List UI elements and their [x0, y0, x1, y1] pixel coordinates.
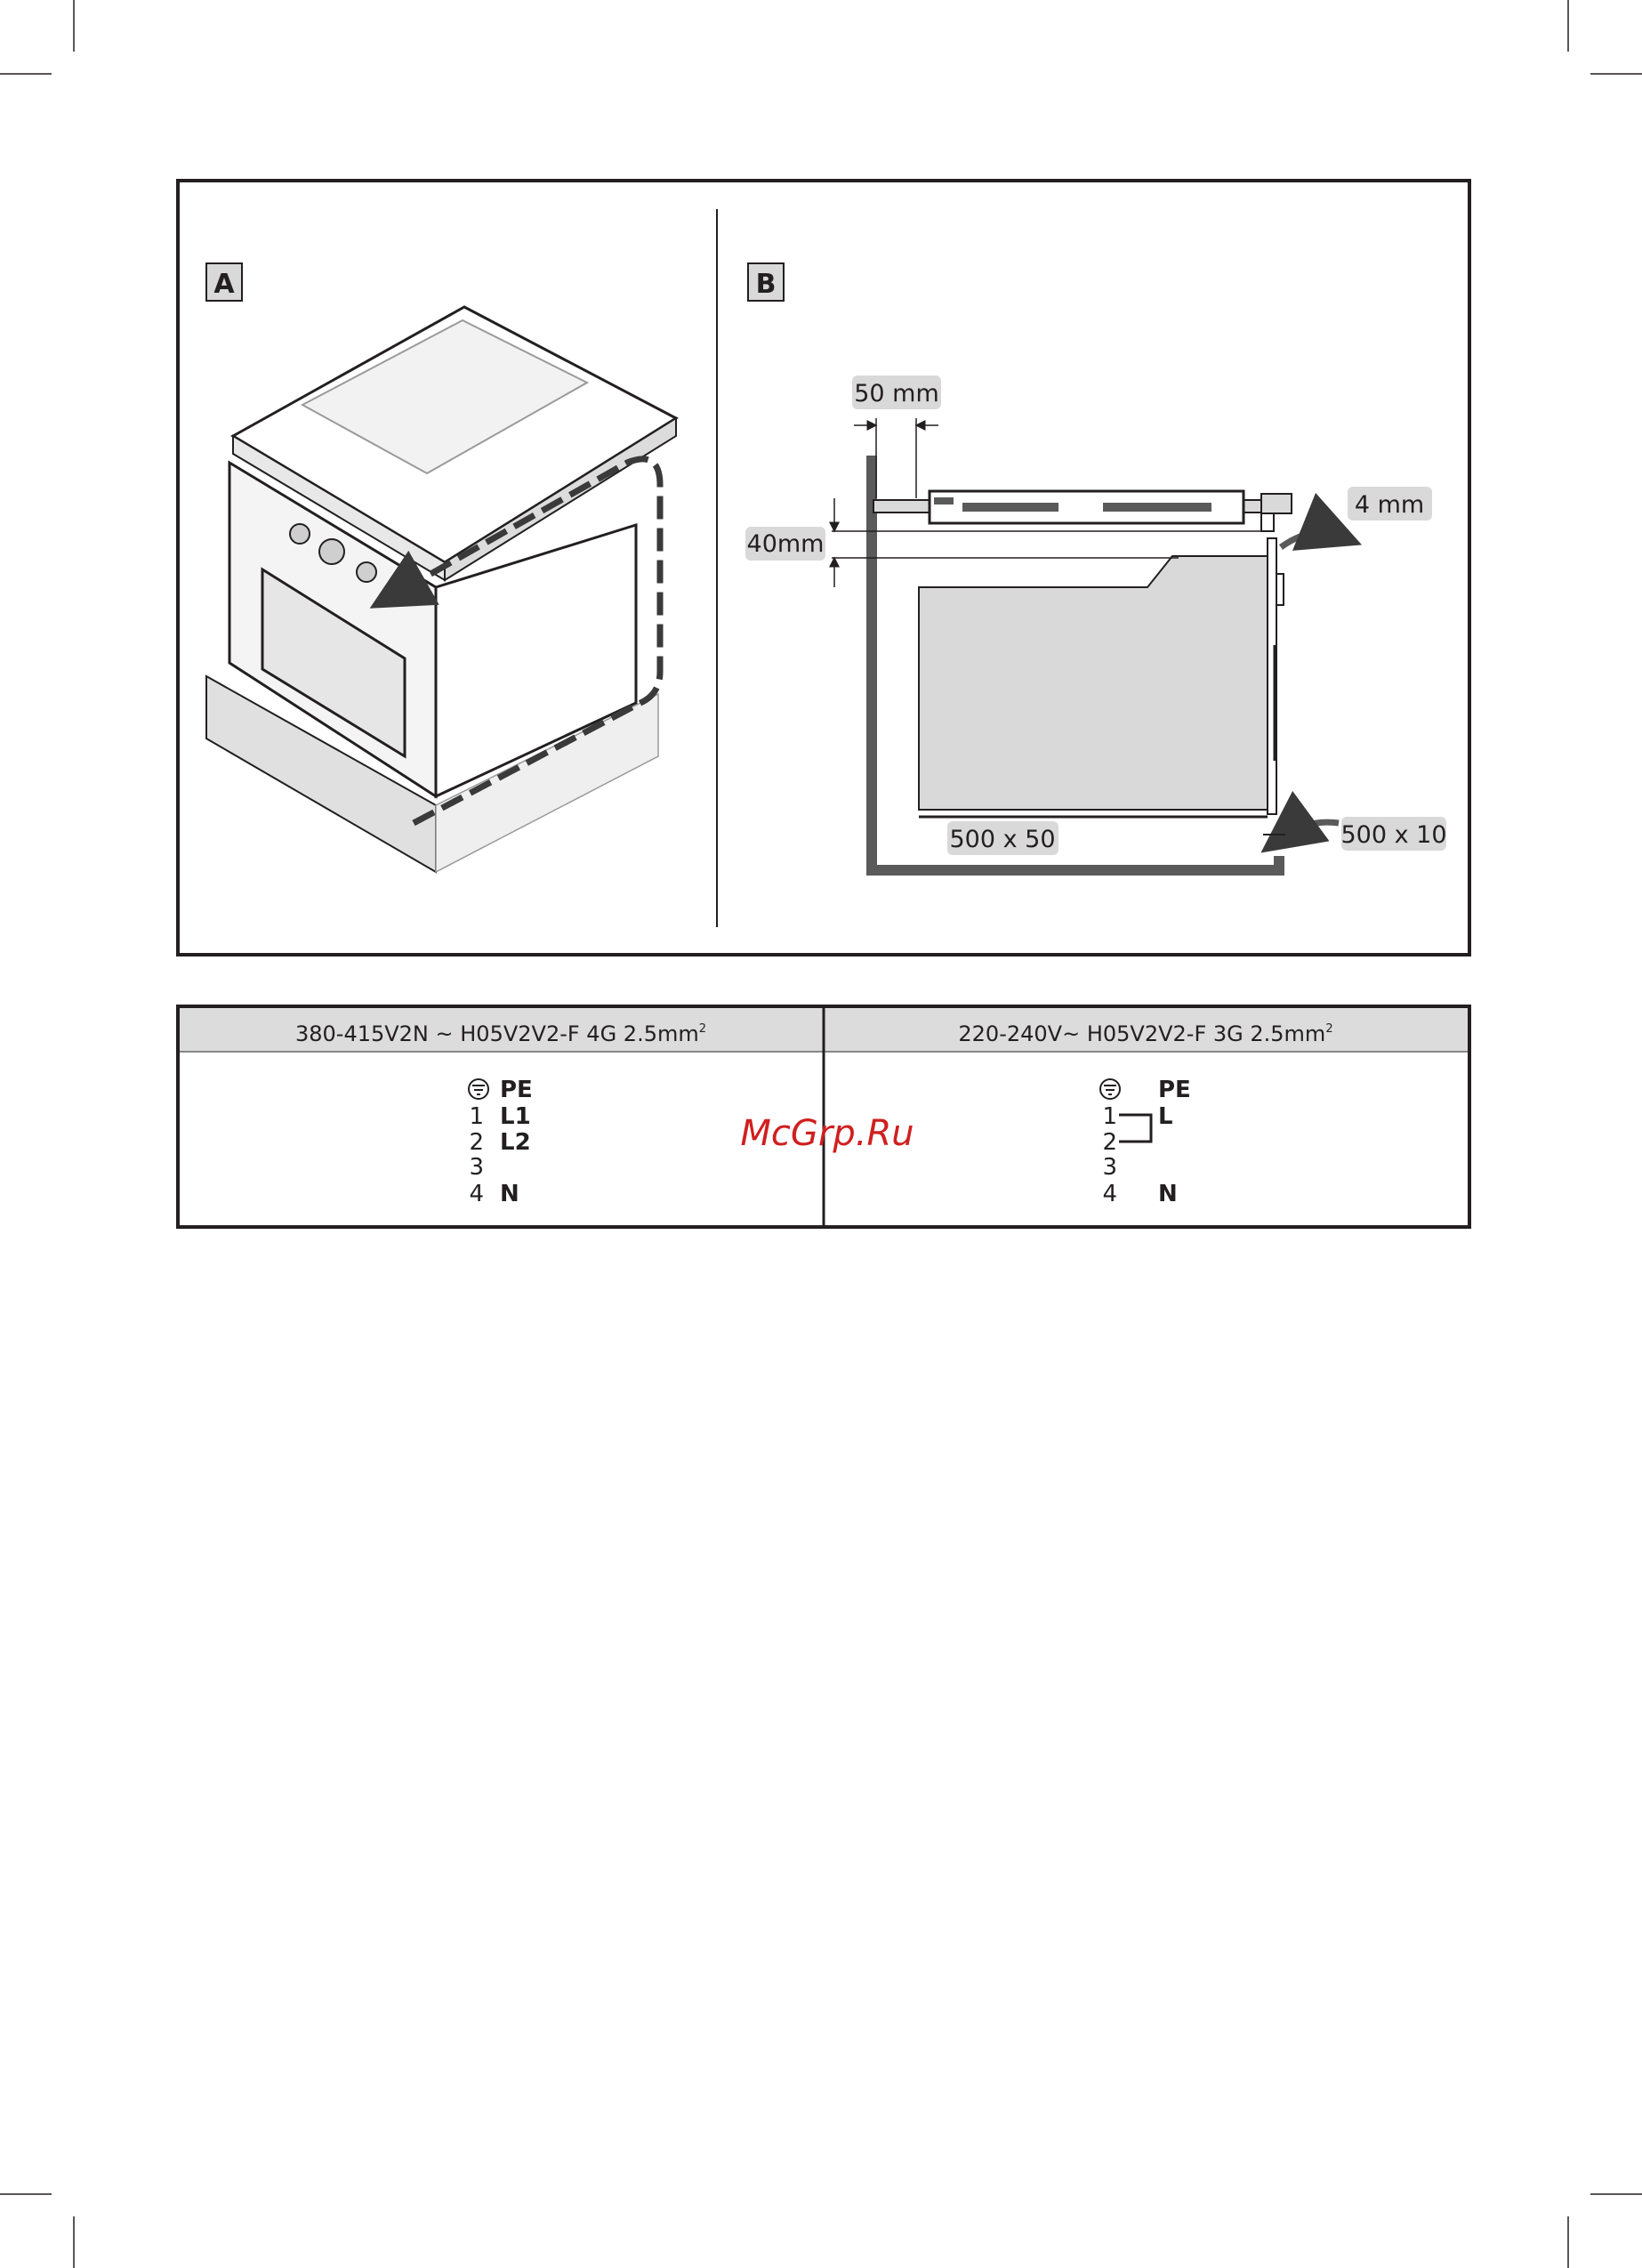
panel-a-label-box — [206, 263, 242, 301]
installation-figure — [0, 0, 1642, 979]
svg-text:40mm: 40mm — [746, 530, 825, 558]
svg-text:L1: L1 — [500, 1103, 531, 1130]
left-pe-label: PE — [500, 1077, 533, 1103]
table-header-left: 380-415V2N ~ H05V2V2-F 4G $2.5mm^2$ — [294, 1021, 707, 1046]
dim-label-40mm — [745, 527, 825, 561]
dim-label-50mm — [852, 375, 941, 409]
airflow-arrow-icon — [1281, 822, 1339, 838]
dim-label-500x10 — [1340, 817, 1446, 851]
svg-text:500 x 50: 500 x 50 — [949, 826, 1056, 853]
svg-text:50 mm: 50 mm — [854, 380, 939, 408]
panel-a-label: A — [213, 269, 235, 300]
right-pe-label: PE — [1158, 1077, 1191, 1103]
svg-text:3: 3 — [469, 1154, 484, 1181]
svg-text:1: 1 — [469, 1103, 484, 1130]
airflow-arrow-icon — [1281, 532, 1339, 547]
dim-label-500x50 — [947, 821, 1058, 855]
svg-text:L2: L2 — [500, 1129, 531, 1156]
svg-text:2: 2 — [1102, 1129, 1117, 1156]
panel-b-label-box — [748, 263, 784, 301]
svg-text:N: N — [1158, 1181, 1178, 1207]
svg-text:4: 4 — [1102, 1181, 1117, 1207]
svg-text:4 mm: 4 mm — [1354, 491, 1425, 519]
panel-b-label: B — [755, 269, 777, 300]
svg-text:500 x 10: 500 x 10 — [1340, 821, 1447, 849]
svg-text:L: L — [1158, 1103, 1173, 1130]
panel-a-illustration — [206, 307, 676, 872]
svg-text:3: 3 — [1102, 1154, 1117, 1181]
svg-text:1: 1 — [1102, 1103, 1117, 1130]
panel-b-illustration — [832, 418, 1339, 870]
wiring-table — [0, 979, 1642, 1246]
svg-text:2: 2 — [469, 1129, 484, 1156]
svg-text:4: 4 — [469, 1181, 484, 1207]
svg-text:N: N — [500, 1181, 519, 1207]
table-header-right: 220-240V~ H05V2V2-F 3G $2.5mm^2$ — [958, 1021, 1333, 1046]
watermark: McGrp.Ru — [740, 1113, 914, 1154]
dim-label-4mm — [1348, 487, 1432, 521]
